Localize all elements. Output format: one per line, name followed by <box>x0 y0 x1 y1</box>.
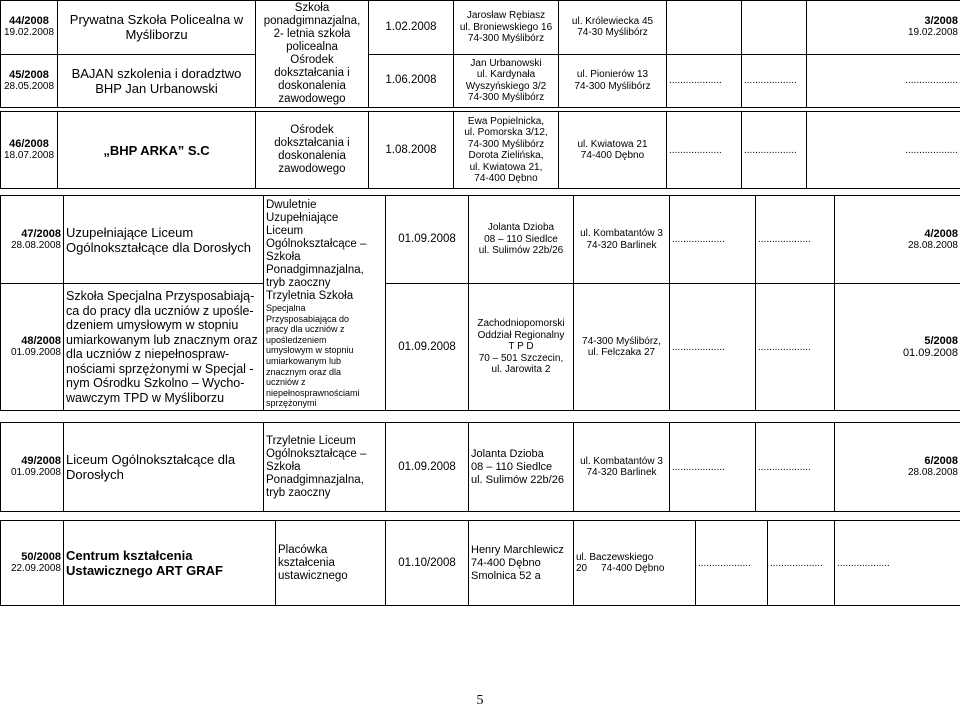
founder-line: Jan Urbanowski <box>470 57 542 69</box>
dotted-placeholder: ................... <box>742 112 807 189</box>
school-address <box>559 1 667 55</box>
founder-line: ul. Kwiatowa 21, <box>469 161 543 173</box>
founder-line: Wyszyńskiego 3/2 <box>465 80 547 92</box>
type-line: kształcenia <box>278 556 335 569</box>
start-date: 1.06.2008 <box>369 54 454 108</box>
school-name-line: Szkoła Specjalna Przysposabiają- <box>66 289 255 304</box>
school-name: „BHP ARKA” S.C <box>58 112 256 189</box>
address-line: 74-30 Myślibórz <box>577 27 648 39</box>
address-line: ul. Kwiatowa 21 <box>577 138 648 150</box>
founder <box>454 1 559 55</box>
register-block-44-45 <box>0 0 960 108</box>
school-name-line: nościami sprzężonymi w Specjal - <box>66 361 254 376</box>
founder-line: Jolanta Dzioba <box>471 447 544 460</box>
type-line: Placówka <box>278 543 328 556</box>
type-line: Szkoła <box>294 2 330 14</box>
founder <box>469 423 574 512</box>
founder-line: Ewa Popielnicka, <box>467 115 545 127</box>
founder-line: T P D <box>508 341 534 353</box>
entry-date: 01.09.2008 <box>10 467 61 478</box>
founder-line: Henry Marchlewicz <box>471 543 564 556</box>
dotted-placeholder: ................... <box>670 196 756 284</box>
founder-line: 74-300 Myślibórz <box>467 138 545 150</box>
start-date: 1.08.2008 <box>369 112 454 189</box>
entry-number: 49/2008 <box>21 455 61 467</box>
address-line: 74-300 Myślibórz, <box>582 335 661 347</box>
decision-cell <box>835 196 960 284</box>
founder-line: 74-400 Dębno <box>471 556 541 569</box>
type-line: Ogólnokształcące – <box>266 447 367 460</box>
entry-number: 48/2008 <box>21 335 61 348</box>
entry-date: 22.09.2008 <box>10 563 61 574</box>
dotted-placeholder: ................... <box>756 196 835 284</box>
type-line: tryb zaoczny <box>266 277 331 289</box>
blank-cell <box>667 1 742 55</box>
decision-date: 19.02.2008 <box>907 27 958 39</box>
type-line: Ponadgimnazjalna, <box>266 473 364 486</box>
type-line: umiarkowanym lub <box>266 355 342 366</box>
dotted-placeholder: ................... <box>807 112 960 189</box>
decision-cell <box>835 423 960 512</box>
dotted-placeholder: ................... <box>670 423 756 512</box>
address-line: ul. Baczewskiego <box>576 551 654 563</box>
type-line: zawodowego <box>278 93 346 105</box>
decision-number: 5/2008 <box>924 335 958 348</box>
entry-number-cell <box>1 54 58 108</box>
dotted-placeholder: ................... <box>670 284 756 411</box>
register-block-47-48 <box>0 195 960 411</box>
founder-line: Jolanta Dzioba <box>487 222 555 234</box>
founder-line: ul. Sulimów 22b/26 <box>471 473 564 486</box>
founder-line: 08 – 110 Siedlce <box>471 460 553 473</box>
entry-number: 45/2008 <box>9 68 49 81</box>
entry-number-cell <box>1 196 64 284</box>
type-line: Specjalna <box>266 303 306 313</box>
school-name-line: Ustawicznego ART GRAF <box>66 563 223 578</box>
register-block-50 <box>0 520 960 606</box>
founder <box>454 54 559 108</box>
founder-line: 74-300 Myślibórz <box>467 33 545 44</box>
type-line: upośledzeniem <box>266 334 327 345</box>
entry-date: 28.08.2008 <box>10 239 61 251</box>
school-type <box>256 1 369 108</box>
founder-line: 74-400 Dębno <box>474 173 538 184</box>
school-name-line: dla uczniów z niepełnospraw- <box>66 347 230 362</box>
blank-cell <box>742 1 807 55</box>
founder-line: 08 – 110 Siedlce <box>484 233 558 245</box>
founder-line: Zachodniopomorski <box>477 318 565 330</box>
entry-date: 19.02.2008 <box>3 27 55 39</box>
founder-line: Dorota Zielińska, <box>468 150 544 161</box>
type-line: sprzężonymi <box>266 398 317 409</box>
dotted-placeholder: ................... <box>756 423 835 512</box>
school-name-line: nym Ośrodku Szkolno – Wycho- <box>66 376 245 391</box>
decision-date: 28.08.2008 <box>907 239 958 251</box>
founder <box>454 112 559 189</box>
address-line: ul. Królewiecka 45 <box>571 15 654 27</box>
dotted-placeholder: ................... <box>835 521 960 606</box>
type-line: Trzyletnie Liceum <box>266 434 356 447</box>
type-line: 2- letnia szkoła <box>273 28 351 40</box>
school-name: Uzupełniające Liceum Ogólnokształcące dla Dorosłych <box>64 196 264 284</box>
school-type <box>276 521 386 606</box>
type-line: niepełnosprawnościami <box>266 387 360 398</box>
school-name-line: wawczym TPD w Myśliborzu <box>66 390 225 405</box>
founder <box>469 284 574 411</box>
entry-date: 18.07.2008 <box>3 150 55 161</box>
dotted-placeholder: ................... <box>756 284 835 411</box>
type-line: dokształcania i <box>274 137 350 149</box>
address-line: ul. Felczaka 27 <box>587 347 656 359</box>
dotted-placeholder: ................... <box>667 112 742 189</box>
decision-number: 4/2008 <box>924 227 958 240</box>
decision-date: 28.08.2008 <box>907 467 958 478</box>
entry-number-cell <box>1 112 58 189</box>
school-address <box>574 284 670 411</box>
entry-number: 47/2008 <box>21 227 61 240</box>
dotted-placeholder: ................... <box>667 54 742 108</box>
entry-number: 50/2008 <box>21 551 61 563</box>
start-date: 01.09.2008 <box>386 284 469 411</box>
type-line: Trzyletnia Szkoła <box>266 290 354 302</box>
school-address <box>574 196 670 284</box>
school-name-line: Centrum kształcenia <box>66 548 193 563</box>
type-line: Ośrodek <box>290 54 334 66</box>
address-line: 20 74-400 Dębno <box>576 563 665 574</box>
decision-number: 6/2008 <box>924 455 958 467</box>
start-date: 01.10/2008 <box>386 521 469 606</box>
address-line: ul. Pionierów 13 <box>576 69 649 81</box>
founder-line: Smolnica 52 a <box>471 569 541 582</box>
founder-line: ul. Sulimów 22b/26 <box>478 245 564 257</box>
founder-line: ul. Pomorska 3/12, <box>464 127 548 138</box>
type-line: umysłowym w stopniu <box>266 345 354 356</box>
dotted-placeholder: ................... <box>742 54 807 108</box>
school-name: Prywatna Szkoła Policealna w Myśliborzu <box>58 1 256 55</box>
type-line: ponadgimnazjalna, <box>263 15 361 27</box>
entry-number-cell <box>1 1 58 55</box>
type-line: Ponadgimnazjalna, <box>266 264 364 276</box>
register-block-46 <box>0 111 960 189</box>
school-address <box>559 54 667 108</box>
school-name: BAJAN szkolenia i doradztwo BHP Jan Urbanowski <box>58 54 256 108</box>
type-line: Uzupełniające <box>266 212 339 224</box>
type-line: Ośrodek <box>290 124 334 136</box>
register-block-49 <box>0 422 960 512</box>
decision-cell <box>835 284 960 411</box>
school-address <box>574 521 696 606</box>
founder-line: Oddział Regionalny <box>477 329 565 341</box>
start-date: 1.02.2008 <box>369 1 454 55</box>
type-line: dokształcania i <box>274 67 350 79</box>
entry-number-cell <box>1 423 64 512</box>
type-line: ustawicznego <box>278 569 348 582</box>
school-address <box>574 423 670 512</box>
decision-cell <box>807 1 960 55</box>
founder-line: ul. Broniewskiego 16 <box>459 21 553 33</box>
entry-date: 28.05.2008 <box>3 80 55 92</box>
type-line: doskonalenia <box>278 150 346 162</box>
founder-line: ul. Jarowita 2 <box>491 364 551 376</box>
type-line: uczniów z <box>266 377 306 388</box>
type-line: Przysposabiająca do <box>266 313 350 324</box>
dotted-placeholder: ................... <box>768 521 835 606</box>
type-line: pracy dla uczniów z <box>266 324 345 335</box>
decision-number: 3/2008 <box>924 15 958 28</box>
entry-number: 44/2008 <box>9 15 49 28</box>
address-line: ul. Kombatantów 3 <box>580 228 663 240</box>
school-name-line: ca do pracy dla uczniów z upośle- <box>66 303 254 318</box>
school-type <box>264 423 386 512</box>
entry-number: 46/2008 <box>9 138 49 150</box>
entry-number-cell <box>1 284 64 411</box>
founder-line: 74-300 Myślibórz <box>467 92 545 104</box>
address-line: ul. Kombatantów 3 <box>580 455 663 467</box>
founder-line: Jarosław Rębiasz <box>466 10 546 21</box>
type-line: znacznym oraz dla <box>266 366 342 377</box>
address-line: 74-400 Dębno <box>580 150 645 161</box>
school-type <box>264 196 386 411</box>
type-line: tryb zaoczny <box>266 486 331 499</box>
type-line: policealna <box>286 41 338 53</box>
founder <box>469 521 574 606</box>
type-line: doskonalenia <box>278 80 346 92</box>
founder <box>469 196 574 284</box>
type-line: Liceum <box>266 225 304 237</box>
address-line: 74-320 Barlinek <box>586 239 657 251</box>
school-address <box>559 112 667 189</box>
school-name-line: dzeniem umysłowym w stopniu <box>66 318 239 333</box>
type-line: Szkoła <box>266 460 301 473</box>
address-line: 74-300 Myślibórz <box>574 80 651 92</box>
entry-date: 01.09.2008 <box>10 347 61 359</box>
entry-number-cell <box>1 521 64 606</box>
type-line: Ogólnokształcące – <box>266 238 367 250</box>
school-name: Liceum Ogólnokształcące dla Dorosłych <box>64 423 264 512</box>
dotted-placeholder: ................... <box>807 54 960 108</box>
type-line: Dwuletnie <box>266 199 317 211</box>
founder-line: ul. Kardynała <box>476 69 536 81</box>
address-line: 74-320 Barlinek <box>586 467 657 478</box>
decision-date: 01.09.2008 <box>902 347 958 360</box>
school-name <box>64 521 276 606</box>
type-line: Szkoła <box>266 251 301 263</box>
start-date: 01.09.2008 <box>386 196 469 284</box>
school-type <box>256 112 369 189</box>
start-date: 01.09.2008 <box>386 423 469 512</box>
school-name <box>64 284 264 411</box>
founder-line: 70 – 501 Szczecin, <box>478 352 564 364</box>
type-line: zawodowego <box>278 163 346 175</box>
school-name-line: umiarkowanym lub znacznym oraz <box>66 332 258 347</box>
page-number: 5 <box>476 693 484 708</box>
dotted-placeholder: ................... <box>696 521 768 606</box>
